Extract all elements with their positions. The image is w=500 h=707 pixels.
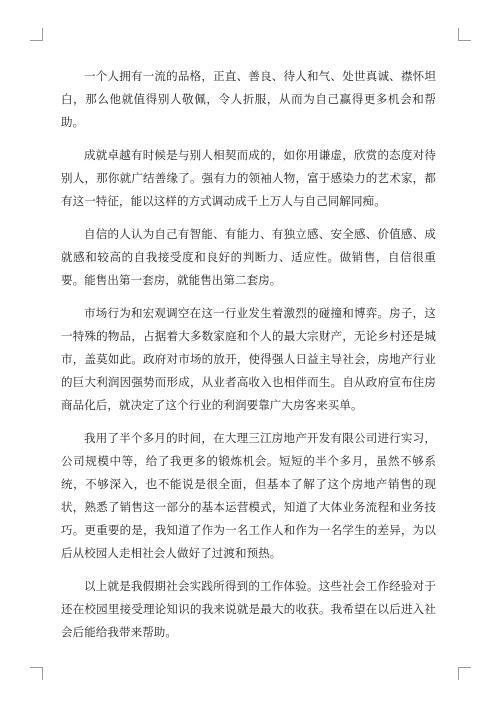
crop-mark-top-left <box>30 28 43 41</box>
crop-mark-bottom-left <box>30 667 43 680</box>
paragraph-confidence: 自信的人认为自己有智能、有能力、有独立感、安全感、价值感、成就感和较高的自我接受度和良好的判断力、适应性。做销售，自信很重要。能售出第一套房，就能售出第二套房。 <box>61 227 436 287</box>
crop-mark-top-right <box>458 28 471 41</box>
paragraph-character: 一个人拥有一流的品格，正直、善良、待人和气、处世真诚、襟怀坦白，那么他就值得别人敬佩，令人折服，从而为自己赢得更多机会和帮助。 <box>61 69 436 129</box>
paragraph-conclusion: 以上就是我假期社会实践所得到的工作体验。这些社会工作经验对于还在校园里接受理论知识的我来说就是最大的收获。我希望在以后进入社会后能给我带来帮助。 <box>61 579 436 639</box>
document-body <box>61 65 436 654</box>
paragraph-cooperation: 成就卓越有时候是与别人相契而成的，如你用谦虚，欣赏的态度对待别人，那你就广结善缘了。强有力的领袖人物，富于感染力的艺术家，都有这一特征，能以这样的方式调动成千上万人与自己同解同痴。 <box>61 148 436 208</box>
paragraph-market: 市场行为和宏观调空在这一行业发生着激烈的碰撞和博弈。房子，这一特殊的物品，占据着大多数家庭和个人的最大宗财产，无论乡村还是城市，盖莫如此。政府对市场的放开，使得强人日益主导社会，房地产行业的巨大利润因强势而形成，从业者高收入也相伴而生。自从政府宣布住房商品化后，就决定了这个行业的利润要靠广大房客来买单。 <box>61 306 436 412</box>
paragraph-internship: 我用了半个多月的时间，在大理三江房地产开发有限公司进行实习，公司规模中等，给了我更多的锻炼机会。短短的半个多月，虽然不够系统，不够深入，也不能说是很全面，但基本了解了这个房地产销售的现状，熟悉了销售这一部分的基本运营模式，知道了大体业务流程和业务技巧。更重要的是，我知道了作为一名工作人和作为一名学生的差异，为以后从校园人走相社会人做好了过渡和预热。 <box>61 431 436 560</box>
crop-mark-bottom-right <box>458 667 471 680</box>
